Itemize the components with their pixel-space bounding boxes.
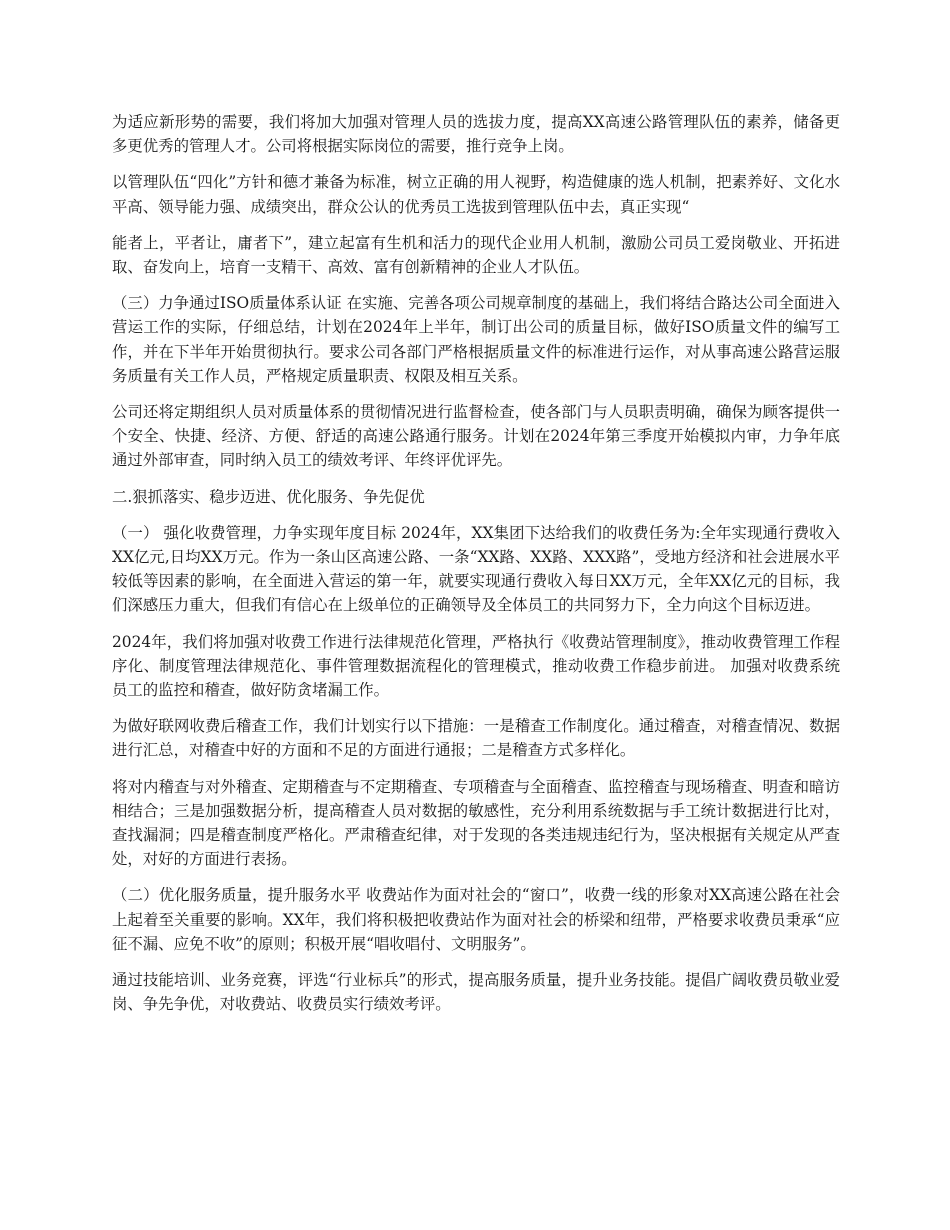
paragraph-2: 以管理队伍“四化”方针和德才兼备为标准，树立正确的用人视野，构造健康的选人机制，把素养好、文化水平高、领导能力强、成绩突出，群众公认的优秀员工选拔到管理队伍中去，真正实现“ xyxy=(112,173,840,216)
paragraph-3: 能者上，平者让，庸者下”，建立起富有生机和活力的现代企业用人机制，激励公司员工爱岗敬业、开拓进取、奋发向上，培育一支精干、高效、富有创新精神的企业人才队伍。 xyxy=(112,233,840,277)
paragraph-12: 通过技能培训、业务竞赛，评选“行业标兵”的形式，提高服务质量，提升业务技能。提倡广阔收费员敬业爱岗、争先争优，对收费站、收费员实行绩效考评。 xyxy=(112,971,840,1014)
paragraph-1: 为适应新形势的需要，我们将加大加强对管理人员的选拔力度，提高XX高速公路管理队伍的素养，储备更多更优秀的管理人才。公司将根据实际岗位的需要，推行竞争上岗。 xyxy=(112,113,840,156)
section-heading: 二.狠抓落实、稳步迈进、优化服务、争先促优 xyxy=(112,487,425,506)
document-body xyxy=(112,110,840,1029)
paragraph-7: （一） 强化收费管理，力争实现年度目标 2024年，XX集团下达给我们的收费任务为:全年实现通行费收入XX亿元,日均XX万元。作为一条山区高速公路、一条“XX路、XX路、XXX路”，受地方经济和社会进展水平较低等因素的影响，在全面进入营运的第一年，就要实现通行费收入每日XX万元，全年XX亿元的目标，我们深感压力重大，但我们有信心在上级单位的正确领导及全体员工的共同努力下，全力向这个目标迈进。 xyxy=(112,523,840,615)
paragraph-11: （二）优化服务质量，提升服务水平 收费站作为面对社会的“窗口”，收费一线的形象对XX高速公路在社会上起着至关重要的影响。XX年，我们将积极把收费站作为面对社会的桥梁和纽带，严格要求收费员秉承“应征不漏、应免不收”的原则；积极开展“唱收唱付、文明服务”。 xyxy=(112,886,840,953)
paragraph-9: 为做好联网收费后稽查工作，我们计划实行以下措施：一是稽查工作制度化。通过稽查，对稽查情况、数据进行汇总，对稽查中好的方面和不足的方面进行通报；二是稽查方式多样化。 xyxy=(112,717,840,760)
paragraph-8: 2024年，我们将加强对收费工作进行法律规范化管理，严格执行《收费站管理制度》，推动收费管理工作程序化、制度管理法律规范化、事件管理数据流程化的管理模式，推动收费工作稳步前进。 加强对收费系统员工的监控和稽查，做好防贪堵漏工作。 xyxy=(112,632,840,700)
paragraph-4: （三）力争通过ISO质量体系认证 在实施、完善各项公司规章制度的基础上，我们将结合路达公司全面进入营运工作的实际，仔细总结，计划在2024年上半年，制订出公司的质量目标，做好ISO质量文件的编写工作，并在下半年开始贯彻执行。要求公司各部门严格根据质量文件的标准进行运作，对从事高速公路营运服务质量有关工作人员，严格规定质量职责、权限及相互关系。 xyxy=(112,294,840,385)
paragraph-5: 公司还将定期组织人员对质量体系的贯彻情况进行监督检查，使各部门与人员职责明确，确保为顾客提供一个安全、快捷、经济、方便、舒适的高速公路通行服务。计划在2024年第三季度开始模拟内审，力争年底通过外部审查，同时纳入员工的绩效考评、年终评优评先。 xyxy=(112,403,840,470)
paragraph-10: 将对内稽查与对外稽查、定期稽查与不定期稽查、专项稽查与全面稽查、监控稽查与现场稽查、明查和暗访相结合；三是加强数据分析，提高稽查人员对数据的敏感性，充分利用系统数据与手工统计数据进行比对，查找漏洞；四是稽查制度严格化。严肃稽查纪律，对于发现的各类违规违纪行为，坚决根据有关规定从严查处，对好的方面进行表扬。 xyxy=(112,777,840,869)
